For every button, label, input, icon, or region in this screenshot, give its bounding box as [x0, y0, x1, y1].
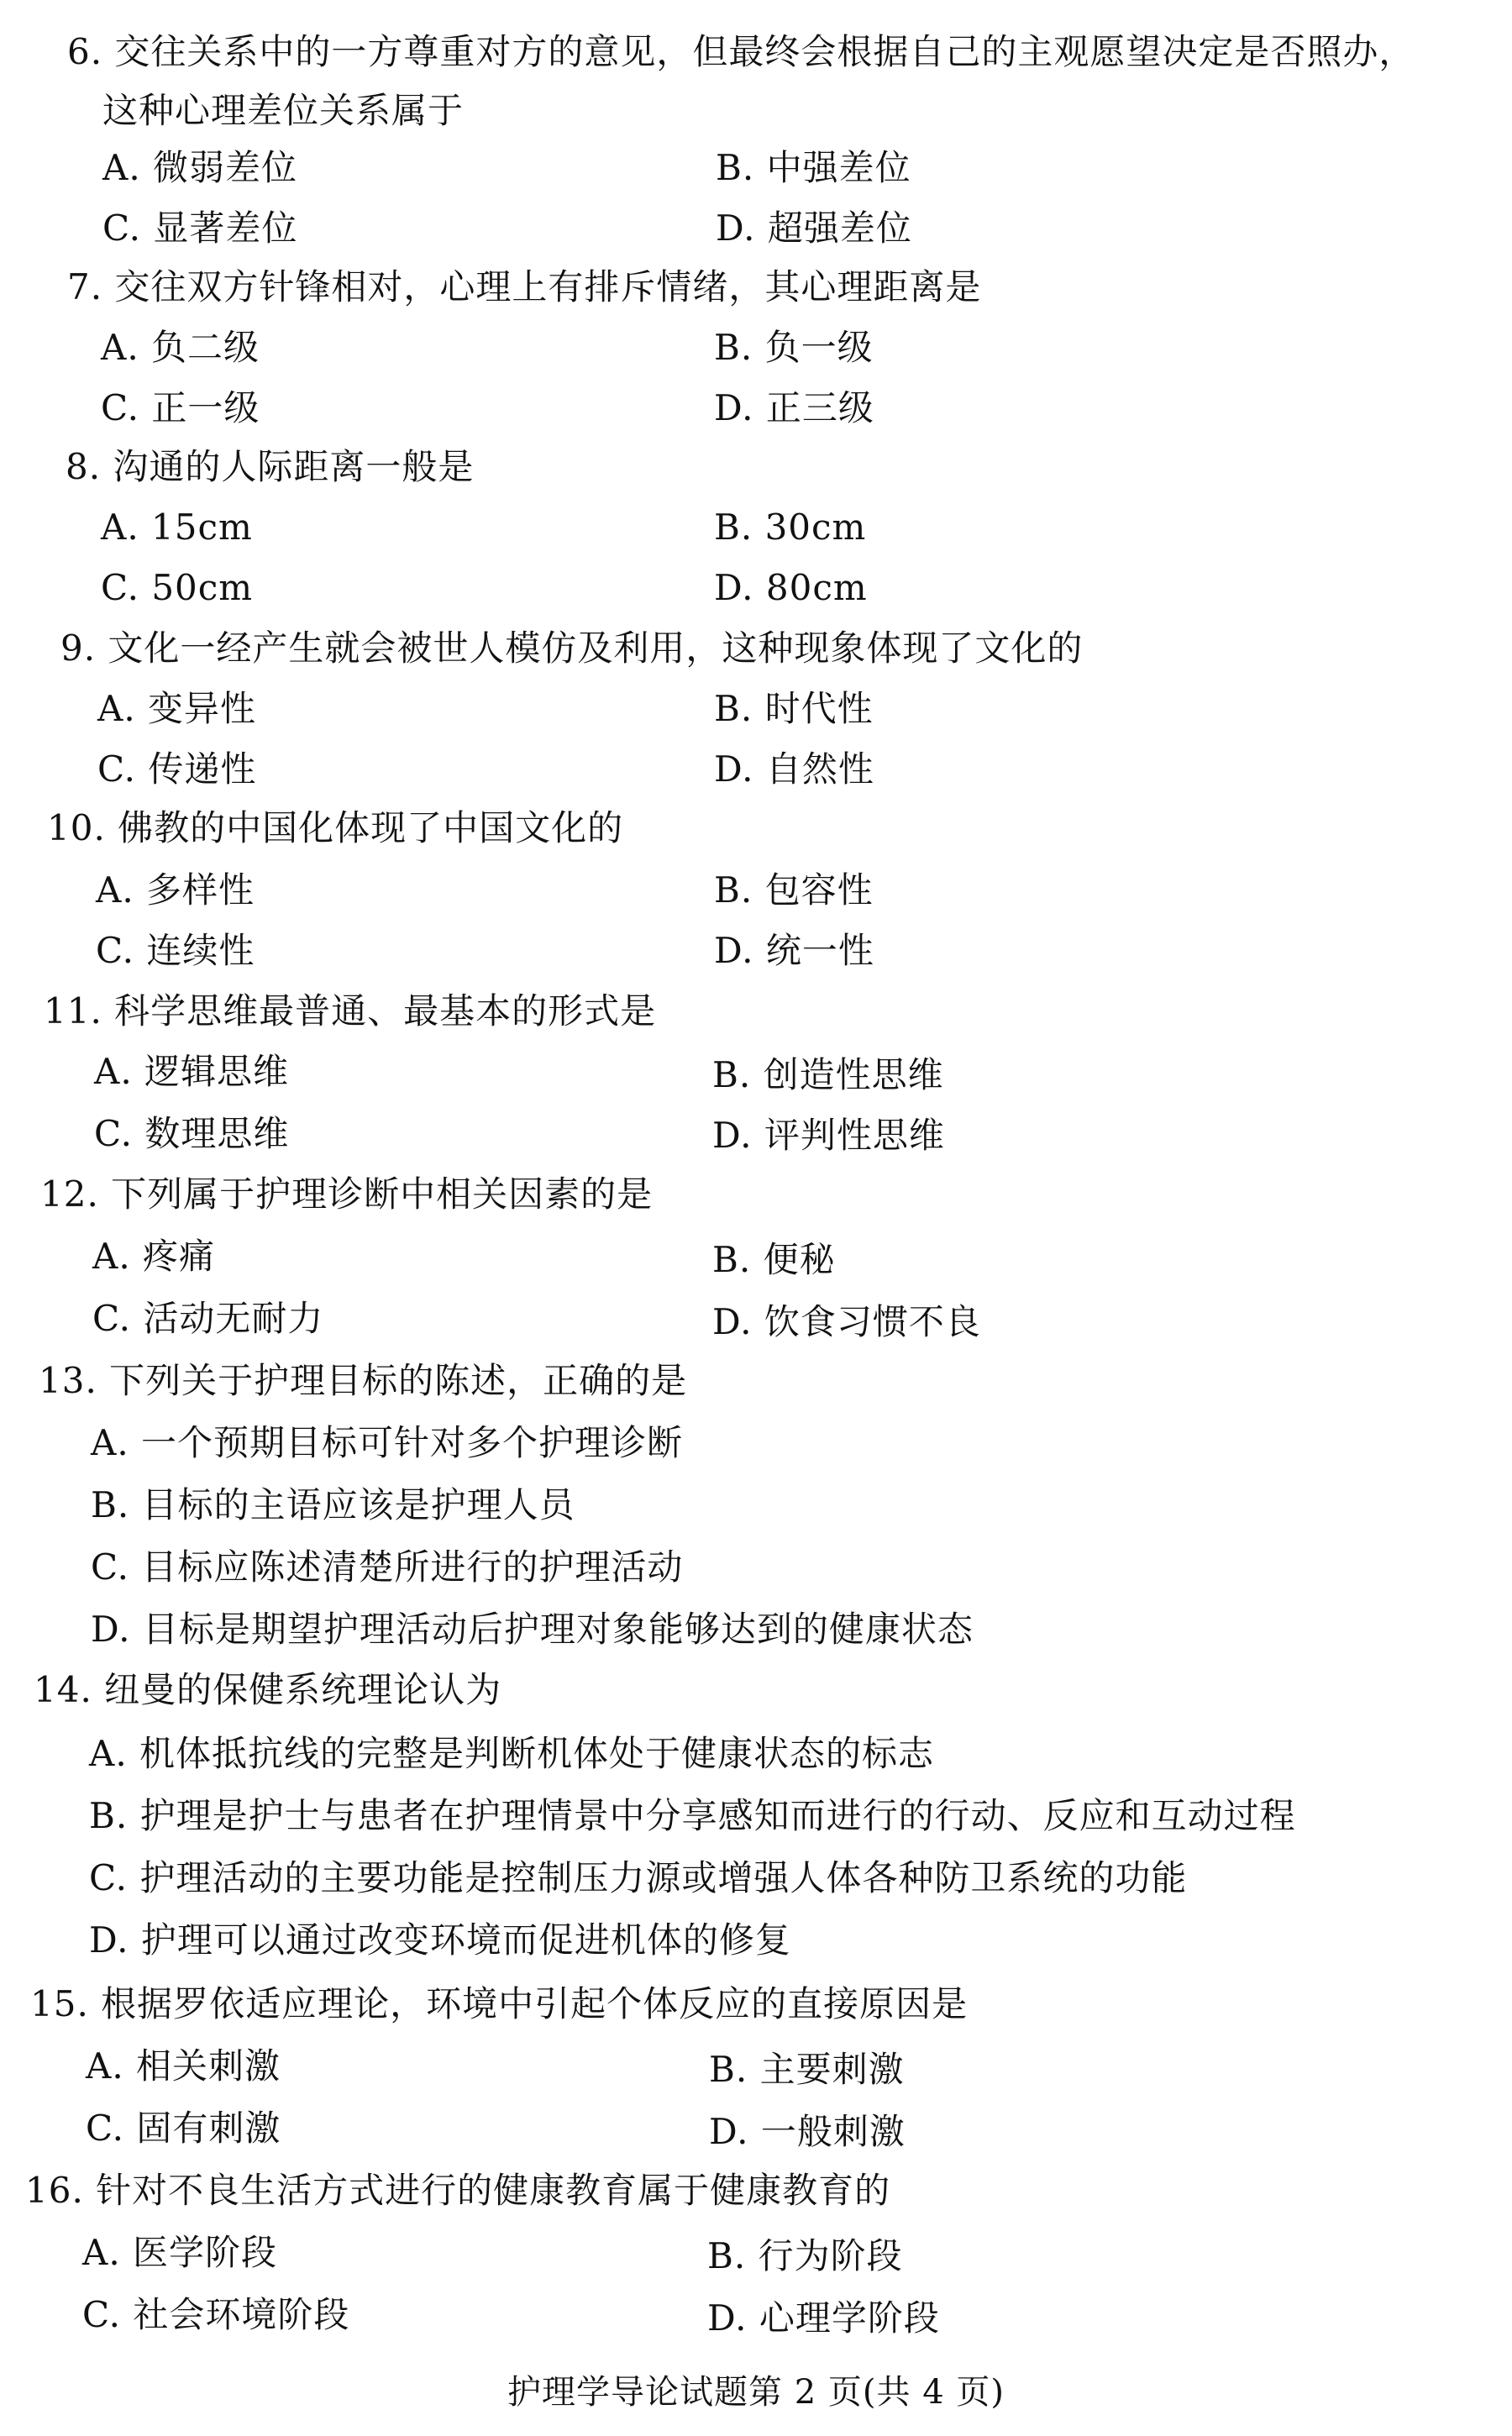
question-stem-line: 12. 下列属于护理诊断中相关因素的是 — [40, 1173, 654, 1215]
option-d: D. 正三级 — [714, 387, 874, 428]
option-b: B. 创造性思维 — [712, 1054, 944, 1095]
option-b: B. 行为阶段 — [707, 2235, 903, 2276]
option-b: B. 中强差位 — [716, 147, 911, 188]
option-b: B. 目标的主语应该是护理人员 — [91, 1484, 575, 1525]
option-c: C. 显著差位 — [102, 207, 298, 249]
question-stem-line: 9. 文化一经产生就会被世人模仿及利用，这种现象体现了文化的 — [60, 627, 1084, 669]
option-c: C. 正一级 — [101, 387, 260, 428]
option-a: A. 多样性 — [96, 869, 255, 911]
option-b: B. 30cm — [714, 507, 867, 548]
option-c: C. 固有刺激 — [86, 2108, 281, 2149]
option-c: C. 社会环境阶段 — [82, 2294, 350, 2335]
option-c: C. 连续性 — [96, 930, 255, 971]
option-a: A. 15cm — [101, 507, 253, 548]
question-stem-line: 8. 沟通的人际距离一般是 — [66, 446, 475, 487]
question-stem-line: 15. 根据罗依适应理论，环境中引起个体反应的直接原因是 — [30, 1983, 969, 2024]
question-stem-line: 11. 科学思维最普通、最基本的形式是 — [44, 990, 657, 1032]
question-stem-line: 7. 交往双方针锋相对，心理上有排斥情绪，其心理距离是 — [67, 266, 982, 307]
option-c: C. 活动无耐力 — [92, 1298, 324, 1339]
option-a: A. 微弱差位 — [102, 147, 298, 188]
option-b: B. 负一级 — [714, 327, 874, 368]
option-d: D. 护理可以通过改变环境而促进机体的修复 — [89, 1919, 791, 1961]
option-d: D. 超强差位 — [716, 207, 912, 249]
option-b: B. 护理是护士与患者在护理情景中分享感知而进行的行动、反应和互动过程 — [89, 1795, 1296, 1836]
question-stem-line: 6. 交往关系中的一方尊重对方的意见，但最终会根据自己的主观愿望决定是否照办， — [67, 31, 1415, 72]
option-a: A. 疼痛 — [92, 1236, 216, 1277]
option-d: D. 心理学阶段 — [707, 2297, 940, 2339]
option-b: B. 主要刺激 — [709, 2049, 905, 2090]
option-d: D. 一般刺激 — [709, 2111, 906, 2152]
option-d: D. 自然性 — [714, 748, 874, 790]
option-a: A. 相关刺激 — [86, 2045, 281, 2087]
option-a: A. 医学阶段 — [82, 2232, 278, 2273]
option-c: C. 传递性 — [97, 748, 257, 790]
question-stem-line: 16. 针对不良生活方式进行的健康教育属于健康教育的 — [25, 2170, 891, 2211]
question-stem-line: 14. 纽曼的保健系统理论认为 — [34, 1669, 502, 1710]
option-a: A. 机体抵抗线的完整是判断机体处于健康状态的标志 — [89, 1733, 935, 1774]
question-stem-line: 这种心理差位关系属于 — [102, 90, 465, 131]
page-footer: 护理学导论试题第 2 页(共 4 页) — [507, 2373, 1005, 2412]
option-c: C. 护理活动的主要功能是控制压力源或增强人体各种防卫系统的功能 — [89, 1857, 1188, 1898]
option-d: D. 统一性 — [714, 930, 874, 971]
option-b: B. 包容性 — [714, 869, 874, 911]
option-d: D. 饮食习惯不良 — [712, 1301, 981, 1342]
option-d: D. 目标是期望护理活动后护理对象能够达到的健康状态 — [91, 1609, 974, 1650]
option-d: D. 评判性思维 — [712, 1115, 945, 1156]
question-stem-line: 10. 佛教的中国化体现了中国文化的 — [47, 807, 624, 848]
option-a: A. 逻辑思维 — [94, 1051, 290, 1092]
option-c: C. 50cm — [101, 567, 254, 608]
option-b: B. 便秘 — [712, 1239, 836, 1280]
option-b: B. 时代性 — [714, 688, 874, 729]
option-c: C. 目标应陈述清楚所进行的护理活动 — [91, 1546, 684, 1588]
option-c: C. 数理思维 — [94, 1113, 290, 1154]
option-a: A. 一个预期目标可针对多个护理诊断 — [91, 1422, 684, 1463]
option-a: A. 变异性 — [97, 688, 257, 729]
option-a: A. 负二级 — [101, 327, 260, 368]
option-d: D. 80cm — [714, 567, 868, 608]
question-stem-line: 13. 下列关于护理目标的陈述，正确的是 — [39, 1360, 688, 1401]
